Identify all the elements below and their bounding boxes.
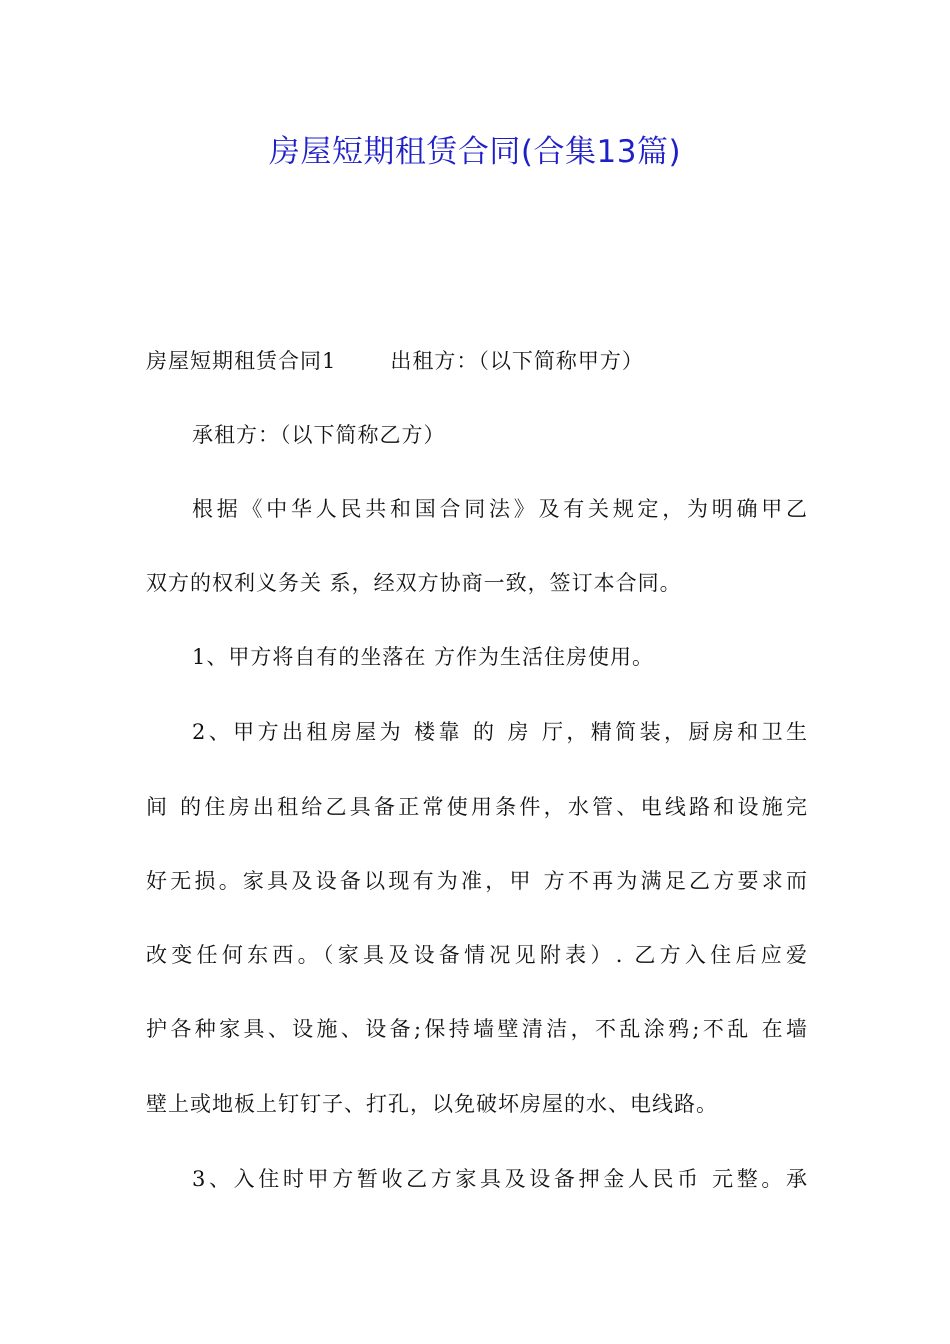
paragraph-line: 间 的住房出租给乙具备正常使用条件，水管、电线路和设施完 [146, 795, 808, 819]
clause-2-line: 2、甲方出租房屋为 楼靠 的 房 厅，精简装，厨房和卫生 [192, 720, 808, 744]
contract-heading: 房屋短期租赁合同1 [146, 349, 337, 373]
paragraph-line: 双方的权利义务关 系，经双方协商一致，签订本合同。 [146, 571, 682, 595]
lessee-line: 承租方：（以下简称乙方） [192, 423, 446, 447]
clause-3-line: 3、入住时甲方暂收乙方家具及设备押金人民币 元整。承 [192, 1167, 808, 1191]
paragraph-line [146, 344, 644, 378]
paragraph-line: 改变任何东西。（家具及设备情况见附表）. 乙方入住后应爱 [146, 943, 808, 967]
paragraph-line: 护各种家具、设施、设备;保持墙壁清洁，不乱涂鸦;不乱 在墙 [146, 1017, 808, 1041]
document-title: 房屋短期租赁合同(合集13篇) [268, 134, 682, 170]
clause-1-line: 1、甲方将自有的坐落在 方作为生活住房使用。 [192, 645, 655, 669]
lessor-label: 出租方：（以下简称甲方） [390, 349, 644, 373]
paragraph-line: 根据《中华人民共和国合同法》及有关规定，为明确甲乙 [192, 497, 808, 521]
paragraph-line: 好无损。家具及设备以现有为准，甲 方不再为满足乙方要求而 [146, 869, 808, 893]
paragraph-line: 壁上或地板上钉钉子、打孔，以免破坏房屋的水、电线路。 [146, 1092, 718, 1116]
